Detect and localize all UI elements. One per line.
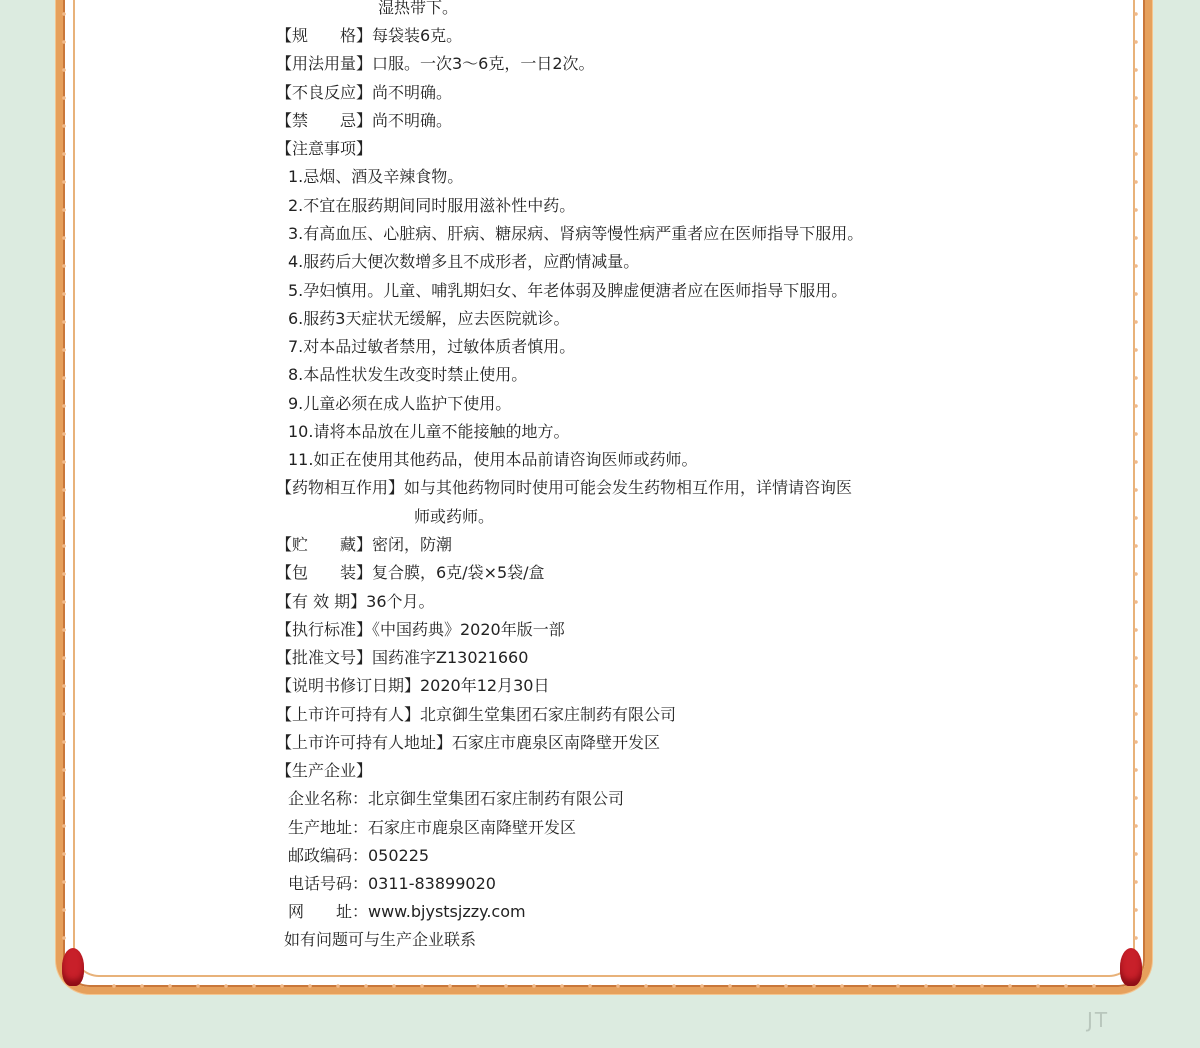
standard: 【执行标准】《中国药典》2020年版一部 [276, 620, 565, 639]
storage: 【贮 藏】密闭，防潮 [276, 535, 453, 554]
revision-date: 【说明书修订日期】2020年12月30日 [276, 676, 550, 695]
precaution-item: 4.服药后大便次数增多且不成形者，应酌情减量。 [288, 252, 640, 271]
drug-interactions: 【药物相互作用】如与其他药物同时使用可能会发生药物相互作用，详情请咨询医 [276, 478, 853, 497]
precautions-heading: 【注意事项】 [276, 139, 373, 158]
watermark: JT [1087, 1008, 1110, 1032]
website: 网 址：www.bjystsjzzy.com [288, 902, 526, 921]
shelf-life: 【有 效 期】36个月。 [276, 592, 435, 611]
precaution-item: 1.忌烟、酒及辛辣食物。 [288, 167, 464, 186]
contact-note: 如有问题可与生产企业联系 [284, 930, 477, 949]
contraindications: 【禁 忌】尚不明确。 [276, 111, 453, 130]
precaution-item: 11.如正在使用其他药品，使用本品前请咨询医师或药师。 [288, 450, 698, 469]
indications-continuation: 湿热带下。 [378, 0, 459, 17]
packaging: 【包 装】复合膜，6克/袋×5袋/盒 [276, 563, 545, 582]
precaution-item: 3.有高血压、心脏病、肝病、糖尿病、肾病等慢性病严重者应在医师指导下服用。 [288, 224, 864, 243]
specification: 【规 格】每袋装6克。 [276, 26, 463, 45]
license-holder: 【上市许可持有人】北京御生堂集团石家庄制药有限公司 [276, 705, 677, 724]
phone-number: 电话号码：0311-83899020 [288, 874, 496, 893]
license-holder-address: 【上市许可持有人地址】石家庄市鹿泉区南降壁开发区 [276, 733, 661, 752]
postal-code: 邮政编码：050225 [288, 846, 430, 865]
precaution-item: 8.本品性状发生改变时禁止使用。 [288, 365, 528, 384]
adverse-reactions: 【不良反应】尚不明确。 [276, 83, 453, 102]
manufacturer-heading: 【生产企业】 [276, 761, 373, 780]
usage-dosage: 【用法用量】口服。一次3～6克，一日2次。 [276, 54, 595, 73]
drug-interactions-continuation: 师或药师。 [414, 507, 495, 526]
manufacturer-name: 企业名称：北京御生堂集团石家庄制药有限公司 [288, 789, 625, 808]
precaution-item: 9.儿童必须在成人监护下使用。 [288, 394, 512, 413]
precaution-item: 5.孕妇慎用。儿童、哺乳期妇女、年老体弱及脾虚便溏者应在医师指导下服用。 [288, 281, 848, 300]
precaution-item: 2.不宜在服药期间同时服用滋补性中药。 [288, 196, 576, 215]
precaution-item: 10.请将本品放在儿童不能接触的地方。 [288, 422, 570, 441]
precaution-item: 6.服药3天症状无缓解，应去医院就诊。 [288, 309, 570, 328]
precaution-item: 7.对本品过敏者禁用，过敏体质者慎用。 [288, 337, 576, 356]
approval-number: 【批准文号】国药准字Z13021660 [276, 648, 529, 667]
manufacturer-address: 生产地址：石家庄市鹿泉区南降壁开发区 [288, 818, 577, 837]
